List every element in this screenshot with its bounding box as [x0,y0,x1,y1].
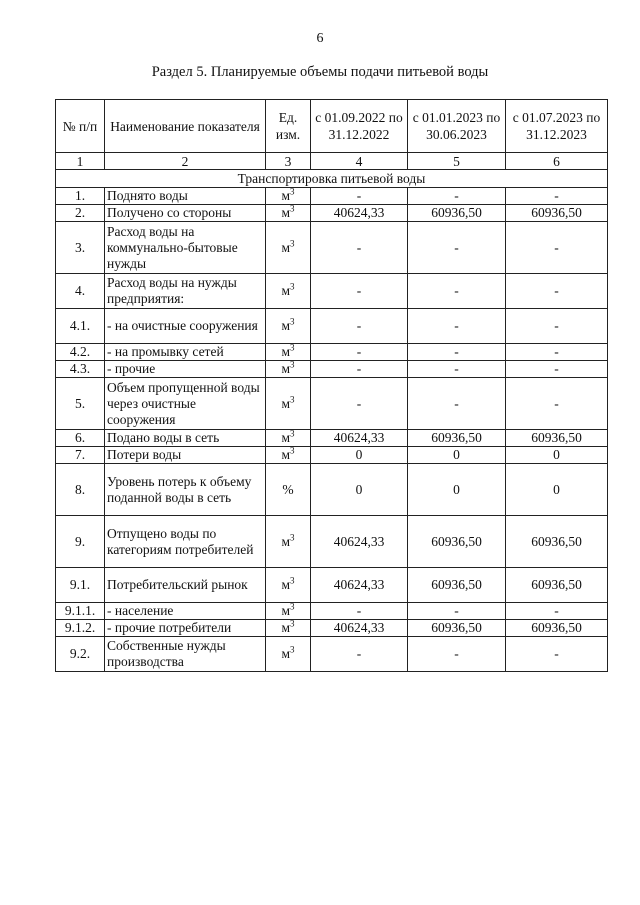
value-period-3: 0 [506,447,608,464]
column-index: 5 [408,153,506,170]
header-period-1: с 01.09.2022 по 31.12.2022 [311,100,408,153]
value-period-3: - [506,603,608,620]
column-index: 2 [105,153,266,170]
table-row [56,222,608,274]
table-row [56,603,608,620]
unit-cell [266,188,311,205]
unit-exponent: 3 [290,644,295,655]
value-period-3: - [506,361,608,378]
unit-cell [266,361,311,378]
table-row [56,344,608,361]
value-period-1: 40624,33 [311,430,408,447]
value-period-2: 60936,50 [408,568,506,603]
unit-label: м [281,603,291,618]
unit-exponent: 3 [290,445,295,456]
value-period-2: 60936,50 [408,516,506,568]
value-period-3: - [506,222,608,274]
unit-exponent: 3 [290,238,295,248]
unit-label: м [281,344,291,359]
indicator-name: Подано воды в сеть [105,430,266,447]
row-number: 4.1. [56,309,105,344]
table-row [56,361,608,378]
group-row [56,170,608,188]
table-row [56,620,608,637]
column-index: 4 [311,153,408,170]
unit-exponent: 3 [290,601,295,612]
value-period-1: - [311,344,408,361]
unit-exponent: 3 [290,186,295,197]
row-number: 8. [56,464,105,516]
unit-cell [266,568,311,603]
value-period-2: - [408,378,506,430]
value-period-1: - [311,637,408,672]
header-num: № п/п [56,100,105,153]
page-number: 6 [316,31,324,46]
row-number: 4. [56,274,105,309]
row-number: 9. [56,516,105,568]
unit-cell [266,378,311,430]
row-number: 5. [56,378,105,430]
value-period-3: 60936,50 [506,620,608,637]
column-index-row [56,153,608,170]
column-index: 6 [506,153,608,170]
indicator-name: - на очистные сооружения [105,309,266,344]
indicator-name: Отпущено воды по категориям потребителей [105,516,266,568]
value-period-2: - [408,603,506,620]
table-row [56,378,608,430]
table-row [56,309,608,344]
value-period-2: 60936,50 [408,205,506,222]
header-period-2: с 01.01.2023 по 30.06.2023 [408,100,506,153]
indicator-name: Уровень потерь к объему поданной воды в сеть [105,464,266,516]
header-name: Наименование показателя [105,100,266,153]
value-period-3: - [506,637,608,672]
unit-cell [266,344,311,361]
value-period-3: - [506,309,608,344]
indicator-name: - прочие [105,361,266,378]
value-period-1: - [311,603,408,620]
value-period-2: 0 [408,464,506,516]
unit-exponent: 3 [290,316,295,327]
value-period-1: - [311,222,408,274]
table-row [56,464,608,516]
indicator-name: Расход воды на коммунально-бытовые нужды [105,222,266,274]
indicator-name: - на промывку сетей [105,344,266,361]
row-number: 4.3. [56,361,105,378]
unit-label: м [281,188,291,203]
value-period-1: 0 [311,447,408,464]
unit-cell [266,516,311,568]
row-number: 3. [56,222,105,274]
unit-exponent: 3 [290,203,295,214]
indicator-name: Собственные нужды производства [105,637,266,672]
row-number: 2. [56,205,105,222]
unit-exponent: 3 [290,281,295,292]
unit-cell [266,274,311,309]
unit-exponent: 3 [290,342,295,353]
value-period-3: 60936,50 [506,568,608,603]
value-period-3: - [506,274,608,309]
value-period-2: - [408,344,506,361]
unit-cell [266,205,311,222]
header-row [56,100,608,153]
value-period-1: 0 [311,464,408,516]
indicator-name: Расход воды на нужды предприятия: [105,274,266,309]
value-period-3: 60936,50 [506,430,608,447]
indicator-name: Получено со стороны [105,205,266,222]
table-row [56,274,608,309]
row-number: 6. [56,430,105,447]
indicator-name: Объем пропущенной воды через очистные сооружения [105,378,266,430]
value-period-2: 60936,50 [408,430,506,447]
indicator-name: - прочие потребители [105,620,266,637]
value-period-1: 40624,33 [311,620,408,637]
unit-exponent: 3 [290,359,295,370]
unit-label: м [281,646,291,661]
column-index: 1 [56,153,105,170]
unit-label: м [281,447,291,462]
value-period-1: - [311,188,408,205]
row-number: 9.2. [56,637,105,672]
value-period-3: 60936,50 [506,205,608,222]
group-title: Транспортировка питьевой воды [56,170,608,188]
value-period-1: - [311,378,408,430]
unit-cell [266,447,311,464]
value-period-2: - [408,274,506,309]
row-number: 4.2. [56,344,105,361]
unit-cell [266,222,311,274]
value-period-2: - [408,309,506,344]
column-index: 3 [266,153,311,170]
value-period-1: 40624,33 [311,205,408,222]
unit-cell [266,464,311,516]
value-period-1: 40624,33 [311,568,408,603]
table-row [56,516,608,568]
unit-cell [266,637,311,672]
value-period-2: - [408,361,506,378]
row-number: 9.1. [56,568,105,603]
value-period-3: 60936,50 [506,516,608,568]
unit-label: м [281,205,291,220]
unit-label: м [281,361,291,376]
unit-label: м [281,239,291,255]
table-row [56,447,608,464]
row-number: 9.1.2. [56,620,105,637]
value-period-3: - [506,378,608,430]
value-period-2: 60936,50 [408,620,506,637]
unit-label: м [281,318,291,333]
header-unit: Ед. изм. [266,100,311,153]
value-period-1: - [311,361,408,378]
row-number: 7. [56,447,105,464]
unit-cell [266,603,311,620]
unit-exponent: 3 [290,575,295,586]
unit-label: м [281,430,291,445]
unit-label: % [282,481,294,497]
unit-cell [266,430,311,447]
unit-cell [266,620,311,637]
value-period-3: - [506,344,608,361]
table-row [56,637,608,672]
table-body [56,188,608,672]
value-period-1: 40624,33 [311,516,408,568]
indicator-name: Поднято воды [105,188,266,205]
section-title: Раздел 5. Планируемые объемы подачи питьевой воды [151,64,489,80]
table-row [56,430,608,447]
row-number: 9.1.1. [56,603,105,620]
row-number: 1. [56,188,105,205]
unit-exponent: 3 [290,532,295,542]
value-period-3: 0 [506,464,608,516]
value-period-2: 0 [408,447,506,464]
unit-label: м [281,395,291,411]
table-row [56,205,608,222]
water-supply-table [55,99,608,672]
unit-label: м [281,533,291,549]
indicator-name: Потери воды [105,447,266,464]
value-period-3: - [506,188,608,205]
unit-exponent: 3 [290,394,295,404]
header-period-3: с 01.07.2023 по 31.12.2023 [506,100,608,153]
value-period-2: - [408,637,506,672]
indicator-name: Потребительский рынок [105,568,266,603]
unit-label: м [281,283,291,298]
unit-exponent: 3 [290,428,295,439]
unit-label: м [281,620,291,635]
table-row [56,188,608,205]
table-row [56,568,608,603]
value-period-1: - [311,274,408,309]
unit-cell [266,309,311,344]
unit-label: м [281,577,291,592]
value-period-2: - [408,222,506,274]
value-period-1: - [311,309,408,344]
indicator-name: - население [105,603,266,620]
value-period-2: - [408,188,506,205]
unit-exponent: 3 [290,618,295,629]
